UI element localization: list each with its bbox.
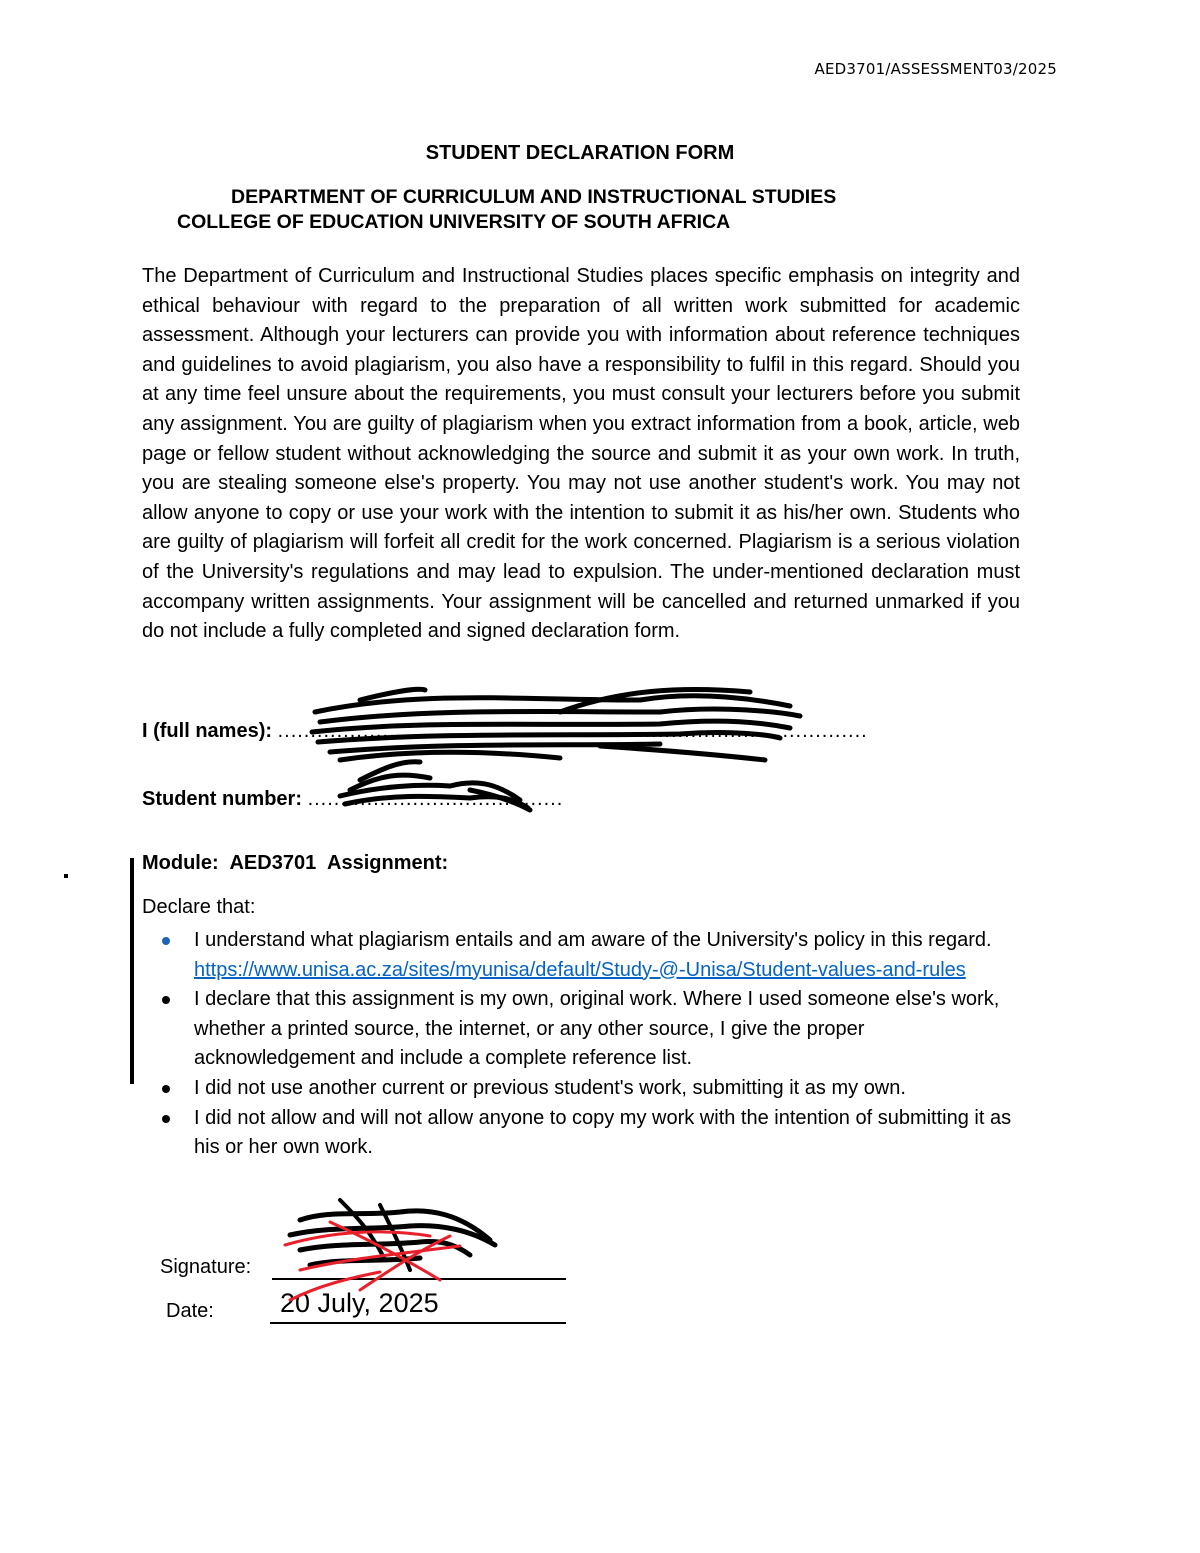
declaration-text: I understand what plagiarism entails and am aware of the University's policy in this regard.	[194, 929, 992, 951]
declaration-list	[160, 926, 1020, 1163]
date-label: Date:	[166, 1300, 214, 1322]
margin-change-bar	[130, 858, 134, 1084]
list-item	[160, 1104, 1020, 1163]
student-number-field[interactable]	[142, 788, 563, 811]
signature-label: Signature:	[160, 1256, 252, 1278]
bullet-icon	[162, 937, 170, 945]
bullet-icon	[162, 1115, 170, 1123]
form-title: STUDENT DECLARATION FORM	[425, 142, 735, 164]
full-names-field[interactable]	[142, 720, 868, 743]
policy-link[interactable]: https://www.unisa.ac.za/sites/myunisa/default/Study-@-Unisa/Student-values-and-rules	[194, 958, 966, 981]
policy-paragraph: The Department of Curriculum and Instructional Studies places specific emphasis on integrity and ethical behaviour with regard to the preparation of all written work submitted for academic assessment. Although your lecturers can provide you with information about reference techniques and guidelines to avoid plagiarism, you also have a responsibility to fulfil in this regard. Should you at any time feel unsure about the requirements, you must consult your lecturers before you submit any assignment. You are guilty of plagiarism when you extract information from a book, article, web page or fellow student without acknowledging the source and submit it as your own work. In truth, you are stealing someone else's property. You may not use another student's work. You may not allow anyone to copy or use your work with the intention to submit it as his/her own. Students who are guilty of plagiarism will forfeit all credit for the work concerned. Plagiarism is a serious violation of the University's regulations and may lead to expulsion. The under-mentioned declaration must accompany written assignments. Your assignment will be cancelled and returned unmarked if you do not include a fully completed and signed declaration form.	[142, 265, 1020, 643]
list-item	[160, 1074, 1020, 1104]
module-value: AED3701	[229, 852, 317, 874]
full-names-dots: ..........................................................................................	[277, 720, 868, 742]
module-line	[142, 852, 448, 875]
document-code: AED3701/ASSESSMENT03/2025	[814, 60, 1057, 78]
declaration-text: I declare that this assignment is my own, original work. Where I used someone else's work, whether a printed source, the internet, or any other source, I give the proper acknowledgement and include a complete reference list.	[194, 988, 1000, 1070]
college-heading: COLLEGE OF EDUCATION UNIVERSITY OF SOUTH AFRICA	[177, 211, 731, 233]
list-item	[160, 985, 1020, 1074]
date-line	[270, 1322, 566, 1324]
signature-line[interactable]	[272, 1278, 566, 1280]
declare-intro: Declare that:	[142, 896, 256, 918]
student-number-label: Student number:	[142, 788, 302, 810]
margin-dot	[64, 874, 68, 878]
list-item	[160, 926, 1020, 985]
department-heading: DEPARTMENT OF CURRICULUM AND INSTRUCTIONAL STUDIES	[231, 186, 837, 208]
declaration-text: I did not use another current or previous student's work, submitting it as my own.	[194, 1076, 906, 1099]
declaration-text: I did not allow and will not allow anyone to copy my work with the intention of submitting it as his or her own work.	[194, 1106, 1012, 1159]
bullet-icon	[162, 1085, 170, 1093]
student-number-dots: .......................................	[307, 788, 564, 810]
assignment-label: Assignment:	[327, 852, 449, 874]
full-names-label: I (full names):	[142, 720, 273, 742]
date-value[interactable]: 20 July, 2025	[280, 1288, 439, 1318]
module-label: Module:	[142, 852, 219, 874]
bullet-icon	[162, 996, 170, 1004]
signature-mark	[285, 1200, 495, 1300]
